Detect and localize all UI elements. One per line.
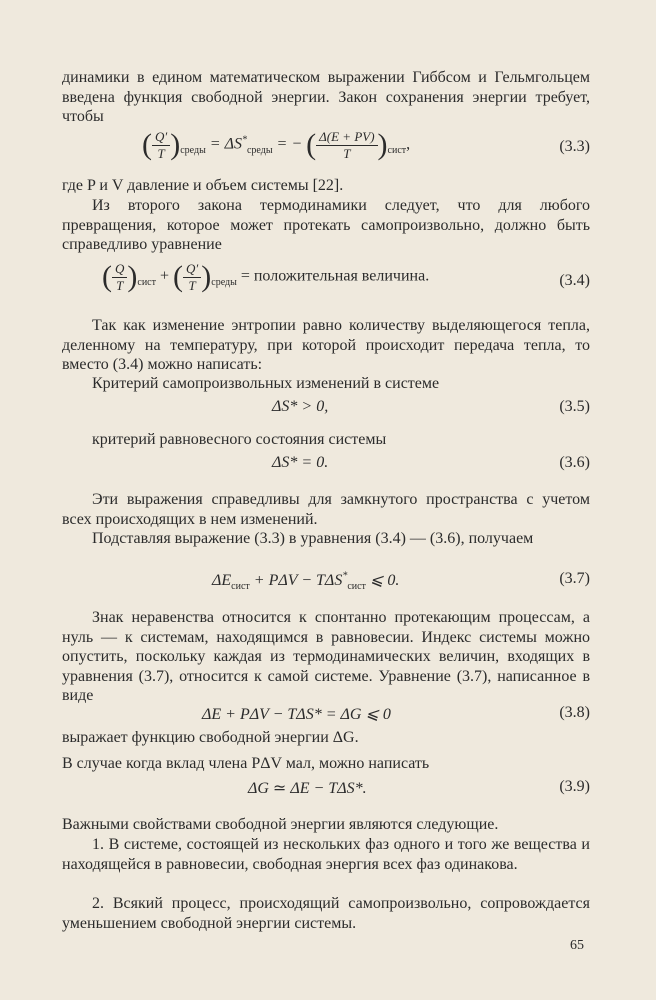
eq37-sub-sys: сист <box>231 581 250 593</box>
eq37-b: + PΔV − TΔS <box>249 572 343 589</box>
equation-number-3-5: (3.5) <box>559 398 590 415</box>
paragraph-second-law: Из второго закона термодинамики следует, что для любого превращения, которое может протекать самопроизвольно, должно быть справедливо уравнение <box>62 197 590 253</box>
eq33-denominator-2: T <box>343 145 351 161</box>
eq33-sub-sys: сист <box>387 144 407 156</box>
eq35-body: ΔS* > 0, <box>272 398 329 415</box>
eq34-denominator: T <box>116 277 124 293</box>
eq34-denominator-2: T <box>188 277 196 293</box>
eq33-middle: = ΔS <box>209 135 242 153</box>
paragraph-properties: Важными свойствами свободной энергии являются следующие. <box>62 816 499 833</box>
equation-3-4: ( $\frac{Q}{T}$ )$_{сист}$ + ( $\frac{Q'}{T}$ )$_{среды}$ = положительная величина. (3.4) <box>102 260 590 293</box>
eq33-tail: = − <box>276 135 303 153</box>
eq37-c: ⩽ 0. <box>365 572 400 589</box>
eq33-sub-env-2: среды <box>246 144 273 156</box>
eq34-numerator-2: Q′ <box>183 261 201 278</box>
eq33-sub-env: среды <box>180 144 206 156</box>
paragraph-expresses: выражает функцию свободной энергии ΔG. <box>62 729 359 746</box>
paragraph-small-pv: В случае когда вклад члена PΔV мал, можно написать <box>62 755 430 772</box>
equation-3-8 <box>62 704 590 726</box>
eq33-numerator-2: Δ(E + PV) <box>316 129 377 146</box>
paragraph-criterion-equilibrium: критерий равновесного состояния системы <box>92 431 387 448</box>
eq37-star: * <box>342 570 348 582</box>
equation-number-3-7: (3.7) <box>559 570 590 587</box>
eq34-sub-sys: сист <box>137 276 156 288</box>
eq34-sub-env: среды <box>211 276 237 288</box>
eq33-denominator: T <box>157 145 165 161</box>
paragraph-property-1: 1. В системе, состоящей из нескольких фаз одного и того же вещества и находящейся в равновесии, свободная энергия всех фаз одинакова. <box>62 836 590 873</box>
equation-number-3-8: (3.8) <box>559 704 590 721</box>
paragraph-entropy: Так как изменение энтропии равно количеству выделяющегося тепла, деленному на температуру, при которой происходит передача тепла, то вместо (3.4) можно написать: <box>62 317 590 373</box>
eq33-comma: , <box>406 135 411 153</box>
equation-number-3-6: (3.6) <box>559 454 590 471</box>
equation-3-9 <box>62 778 590 800</box>
eq37-a: ΔE <box>212 572 232 589</box>
paragraph-property-2: 2. Всякий процесс, происходящий самопроизвольно, сопровождается уменьшением свободной энергии системы. <box>62 895 590 932</box>
eq34-rhs: = положительная величина. <box>240 267 430 285</box>
eq36-body: ΔS* = 0. <box>272 454 329 471</box>
eq38-body: ΔE + PΔV − TΔS* = ΔG ⩽ 0 <box>202 706 391 723</box>
paragraph-substituting: Подставляя выражение (3.3) в уравнения (3.4) — (3.6), получаем <box>92 530 534 547</box>
paragraph-intro: динамики в едином математическом выражении Гиббсом и Гельмгольцем введена функция свободной энергии. Закон сохранения энергии требует, чтобы <box>62 69 590 125</box>
eq33-star: * <box>241 134 247 146</box>
eq34-numerator: Q <box>112 261 127 278</box>
equation-3-5 <box>62 398 590 420</box>
equation-3-7 <box>62 570 590 592</box>
paragraph-where: где P и V давление и объем системы [22]. <box>62 177 344 194</box>
equation-number-3-4: (3.4) <box>559 272 590 289</box>
equation-3-6 <box>62 454 590 476</box>
paragraph-closed-space: Эти выражения справедливы для замкнутого пространства с учетом всех происходящих в нем изменений. <box>62 491 590 528</box>
equation-number-3-3: (3.3) <box>559 138 590 155</box>
page-number: 65 <box>570 938 584 953</box>
equation-number-3-9: (3.9) <box>559 778 590 795</box>
eq33-numerator: Q′ <box>152 129 170 146</box>
paragraph-inequality: Знак неравенства относится к спонтанно протекающим процессам, а нуль — к системам, находящимся в равновесии. Индекс системы можно опустить, поскольку каждая из термодинамических величин, входящих в уравнения (3.7), относится к самой системе. Уравнение (3.7), написанное в виде <box>62 609 590 704</box>
eq37-sub-sys-2: сист <box>347 581 366 593</box>
eq34-plus: + <box>160 267 170 285</box>
paragraph-criterion-spontaneous: Критерий самопроизвольных изменений в системе <box>92 375 440 392</box>
equation-3-3: ( $\frac{Q'}{T}$ )$_{среды} = \Delta S^*_{среды}$ = − ( $\frac{\Delta(E + PV)}{T}$ )$_{сист}$, (3.3) <box>142 128 590 161</box>
eq39-body: ΔG ≃ ΔE − TΔS*. <box>248 780 367 797</box>
